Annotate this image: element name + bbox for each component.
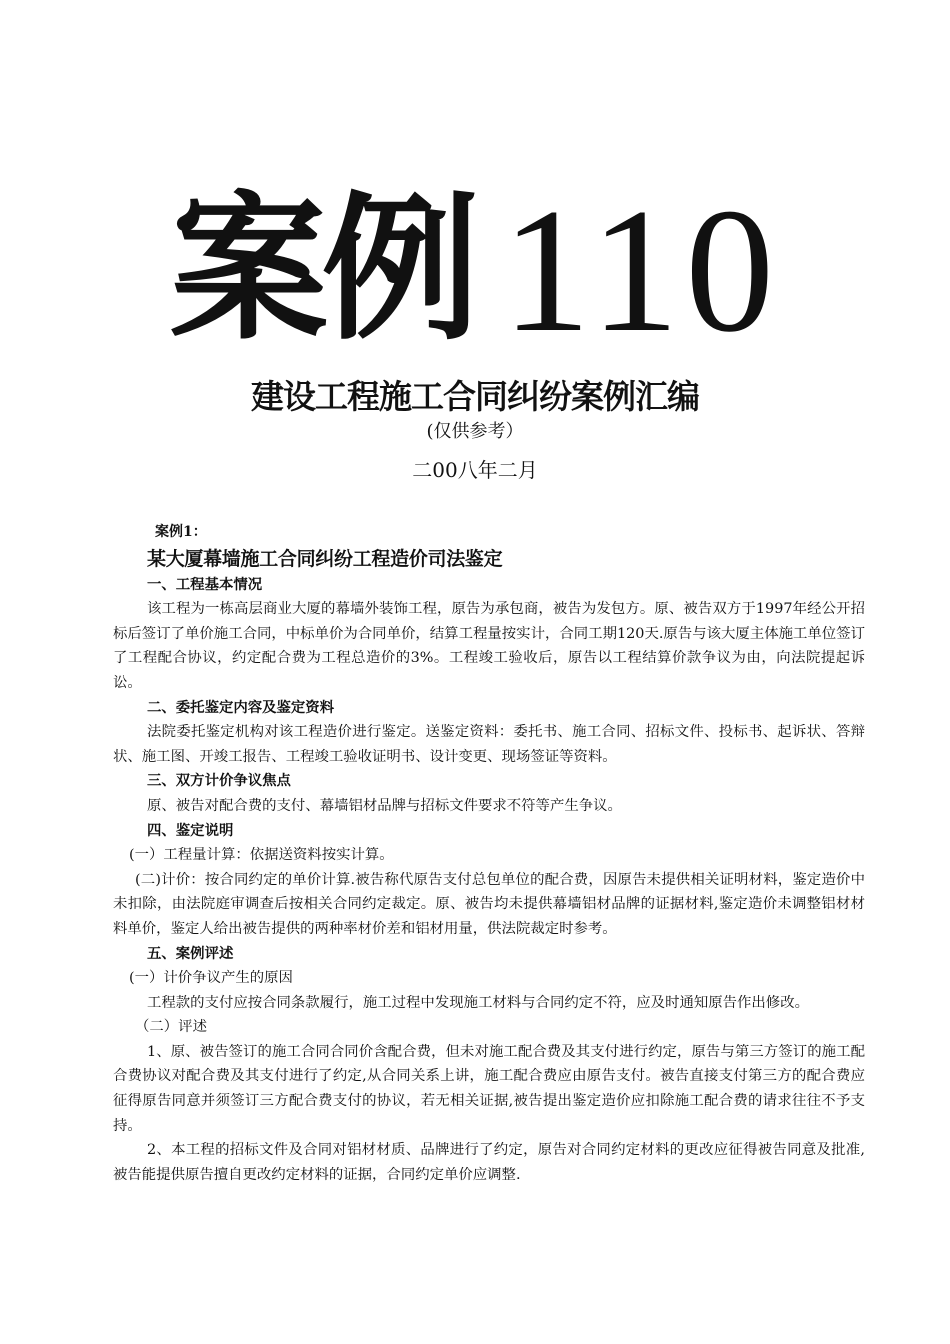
section-heading-appraisal-content: 二、委托鉴定内容及鉴定资料 [147, 698, 335, 716]
appraisal-note-quantity: (一）工程量计算：依据送资料按实计算。 [129, 847, 394, 864]
appraisal-note-pricing-text: (二)计价：按合同约定的单价计算.被告称代原告支付总包单位的配合费，因原告未提供相关证明材料，鉴定造价中未扣除，由法院庭审调查后按相关合同约定裁定。原、被告均未提供幕墙铝材品牌的证据材料,鉴定造价未调整铝材材料单价，鉴定人给出被告提供的两种率材价差和铝材用量，供法院裁定时参考。 [113, 871, 865, 937]
case-body [113, 520, 865, 1187]
review-point-1: 1、原、被告签订的施工合同合同价含配合费，但未对施工配合费及其支付进行约定，原告与第三方签订的施工配合费协议对配合费及其支付进行了约定,从合同关系上讲，施工配合费应由原告支付。被告直接支付第三方的配合费应征得原告同意并须签订三方配合费支付的协议，若无相关证据,被告提出鉴定造价应扣除施工配合费的请求往往不予支持。 [113, 1043, 865, 1134]
review-subheading-cause: (一）计价争议产生的原因 [129, 970, 293, 987]
document-subtitle: 建设工程施工合同纠纷案例汇编 [251, 377, 699, 416]
case-title: 某大厦幕墙施工合同纠纷工程造价司法鉴定 [147, 547, 503, 570]
section-text-basic-info: 该工程为一栋高层商业大厦的幕墙外装饰工程，原告为承包商，被告为发包方。原、被告双方于1997年经公开招标后签订了单价施工合同，中标单价为合同单价，结算工程量按实计，合同工期120天.原告与该大厦主体施工单位签订了工程配合协议，约定配合费为工程总造价的3%。工程竣工验收后，原告以工程结算价款争议为由，向法院提起诉讼。 [113, 601, 865, 691]
review-point-2: 2、本工程的招标文件及合同对铝材材质、品牌进行了约定，原告对合同约定材料的更改应征得被告同意及批准,被告能提供原告擅自更改约定材料的证据，合同约定单价应调整. [113, 1142, 865, 1183]
cover-title [0, 170, 950, 370]
reference-note: (仅供参考） [426, 421, 524, 442]
review-text-cause: 工程款的支付应按合同条款履行，施工过程中发现施工材料与合同约定不符，应及时通知原告作出修改。 [147, 994, 809, 1011]
review-subheading-comment: （二）评述 [135, 1019, 207, 1036]
section-heading-case-review: 五、案例评述 [147, 944, 234, 962]
appraisal-note-pricing [113, 868, 865, 942]
document-date: 二00八年二月 [412, 458, 538, 482]
section-text-dispute-focus: 原、被告对配合费的支付、幕墙铝材品牌与招标文件要求不符等产生争议。 [147, 797, 622, 814]
case-label: 案例1： [155, 524, 207, 540]
cover-title-text: 案例 [169, 178, 474, 362]
section-heading-dispute-focus: 三、双方计价争议焦点 [147, 772, 291, 790]
cover-title-number: 110 [501, 171, 781, 369]
section-heading-appraisal-notes: 四、鉴定说明 [147, 821, 234, 839]
section-text-appraisal-content: 法院委托鉴定机构对该工程造价进行鉴定。送鉴定资料：委托书、施工合同、招标文件、投标书、起诉状、答辩状、施工图、开竣工报告、工程竣工验收证明书、设计变更、现场签证等资料。 [113, 724, 865, 765]
section-heading-basic-info: 一、工程基本情况 [147, 575, 263, 593]
